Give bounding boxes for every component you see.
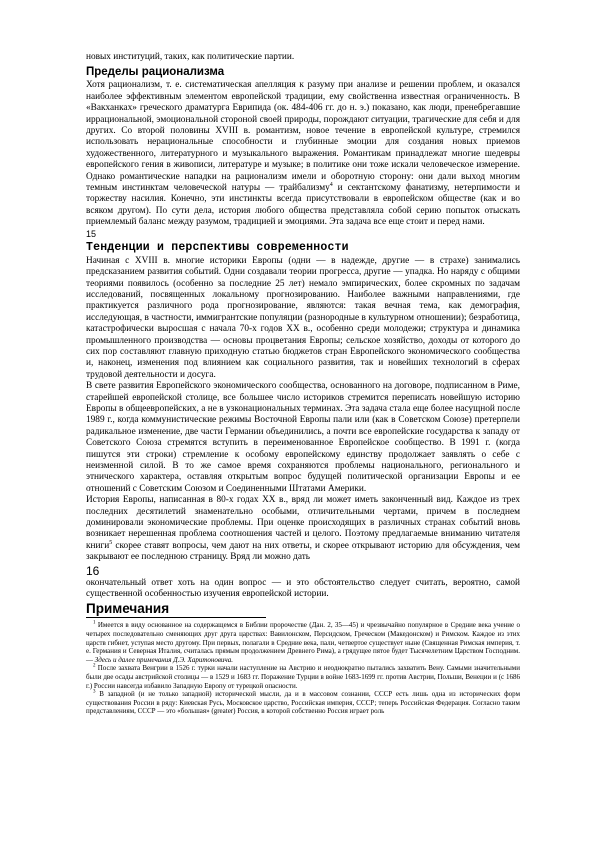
notes-divider: [86, 617, 266, 618]
section-title-rationalism: Пределы рационализма: [86, 66, 225, 79]
footnote-text: Имеется в виду основанное на содержащемся в Библии пророчестве (Дан. 2, 35—45) и чрезвычайно популярное в Средние века учение о четырех последовательно сменяющих друг друга царствах: Вавилонском, Персидском, Греческом (Македонском) и Римском. Каждое из этих царств гибнет, уступая место другому. При первых, полагали в Средние века, пали, четвертое существует ныне (Священная Римская империя, т. е. Германия и Северная Италия, считалась прямым продолжением Древнего Рима), а грядущее пятое будет Тысячелетним Царством Господним. —: [86, 621, 521, 664]
footnote-1: [86, 621, 520, 664]
footnote-ref-4[interactable]: 4: [329, 181, 333, 188]
footnote-signature: Здесь и далее примечания Д.Э. Харитоновича.: [94, 655, 233, 664]
trends-paragraph-3: [86, 495, 520, 563]
document-page: [86, 52, 520, 716]
footnote-2: [86, 664, 520, 690]
continuation-paragraph: окончательный ответ хоть на один вопрос — и это обстоятельство следует считать, вероятно, самой существенной особенностью изучения европейской истории.: [86, 577, 520, 600]
trends-text-a: История Европы, написанная в 80-х годах XX в., вряд ли может иметь законченный вид. Каждое из трех последних десятилетий знаменательно особыми, отличительными чертами, причем в последнем доминировали экономические проблемы. При оценке происходящих в различных странах событий вновь возникает нерешенная проблема соотношения частей и целого. Поэтому предлагаемые вниманию читателя книги: [86, 495, 520, 551]
footnote-text: В западной (и не только западной) исторической мысли, да и в массовом сознании, СССР есть лишь одна из исторических форм существования России в ряду: Киевская Русь, Московское царство, Российская империя, СССР; теперь Российская Федерация. Согласно таким представлениям, СССР — это «большая» (greater) Россия, в которой собственно Россия играет роль: [86, 690, 520, 716]
page-number-16: 16: [86, 563, 100, 578]
footnote-number: 3: [93, 689, 96, 695]
page-number-15: 15: [86, 228, 97, 239]
notes-title: Примечания: [86, 601, 170, 617]
footnote-ref-5[interactable]: 5: [109, 539, 113, 546]
trends-text-b: скорее ставят вопросы, чем дают на них ответы, и скорее открывают историю для обсуждения, чем закрывают ее последнюю страницу. Вряд ли можно дать: [86, 540, 520, 563]
footnote-number: 1: [93, 621, 96, 627]
section-title-trends: Тенденции и перспективы современности: [86, 240, 349, 254]
intro-fragment: новых институций, таких, как политические партии.: [86, 52, 295, 62]
trends-paragraph-2: В свете развития Европейского экономического сообщества, основанного на договоре, подписанном в Риме, старейшей европейской столице, все большее число историков стремится переписать новейшую историю Европы в общеевропейских, а не в узконациональных терминах. Эта задача стала еще более насущной после 1989 г., когда коммунистические режимы Восточной Европы пали или (как в Советском Союзе) претерпели радикальное изменение, две части Германии объединились, а почти все европейские государства к западу от Советского Союза стремятся вступить в переименованное Европейское сообщество. В 1991 г. (когда пишутся эти строки) стремление к особому европейскому единству продолжает заявлять о себе с неизменной силой. В то же самое время сохраняются проблемы национального, регионального и этнического характера, оставляя открытым вопрос будущей политической организации Европы и ее отношений с Советским Союзом и Соединенными Штатами Америки.: [86, 381, 520, 494]
rationalism-text-b: и сектантскому фанатизму, нетерпимости и торжеству насилия. Конечно, эти инстинкты всегда присутствовали в европейском обществе (как и во всяком другом). По сути дела, история любого общества представляла собой серию попыток отыскать приемлемый баланс между разумом, традицией и эмоциями. Эта задача все еще стоит и перед нами.: [86, 183, 521, 228]
rationalism-paragraph: [86, 80, 520, 228]
rationalism-text-a: Хотя рационализм, т. е. систематическая апелляция к разуму при анализе и решении проблем, и оказался наиболее эффективным элементом европейской традиции, ему свойственна известная ограниченность. В «Вакханках» греческого драматурга Еврипида (ок. 484-406 гг. до н. э.) показано, как люди, пренебрегавшие иррациональной, эмоциональной стороной своей природы, порождают ситуации, трагические для себя и для других. Со второй половины XVIII в. романтизм, новое течение в европейской культуре, стремился использовать нерациональные способности и глубинные эмоции для создания новых приемов художественного, литературного и музыкального выражения. Романтикам принадлежат многие шедевры европейского гения в живописи, литературе и музыке; в политике они тоже искали человеческое измерение. Однако романтические нападки на рационализм имели и оборотную сторону: они дали выход многим темным инстинктам человеческой натуры — трайбализму: [86, 80, 520, 194]
footnote-3: [86, 690, 520, 716]
footnote-text: После захвата Венгрии в 1526 г. турки начали наступление на Австрию и неоднократно пытались захватить Вену. Самыми значительными были две осады австрийской столицы — в 1529 и 1683 гг. Поражение Турции в войне 1683-1699 гг. против Австрии, Польши, Венеции и (с 1686 г.) России навсегда избавило Западную Европу от турецкой опасности.: [86, 664, 520, 690]
footnote-number: 2: [93, 664, 96, 670]
trends-paragraph-1: Начиная с XVIII в. многие историки Европы (одни — в надежде, другие — в страхе) занимались предсказанием развития событий. Одни создавали теории прогресса, другие — упадка. Но наряду с общими теориями появилось (особенно за последние 25 лет) немало эмпирических, более скромных по задачам исследований, посвященных локальному прогнозированию. Наиболее важными направлениями, где практикуется различного рода прогнозирование, являются: такая вечная тема, как демография, исследующая, в частности, иммигрантские популяции (разнородные в культурном отношении); безработица, катастрофически выросшая с начала 70-х годов XX в., особенно среди молодежи; структура и динамика промышленного производства — основы процветания Европы; сельское хозяйство, доходы от которого до сих пор составляют главную приходную статью бюджетов стран Европейского экономического сообщества и, наконец, изменения под влиянием как социального развития, так и новейших технологий в сферах трудовой деятельности и досуга.: [86, 255, 520, 380]
